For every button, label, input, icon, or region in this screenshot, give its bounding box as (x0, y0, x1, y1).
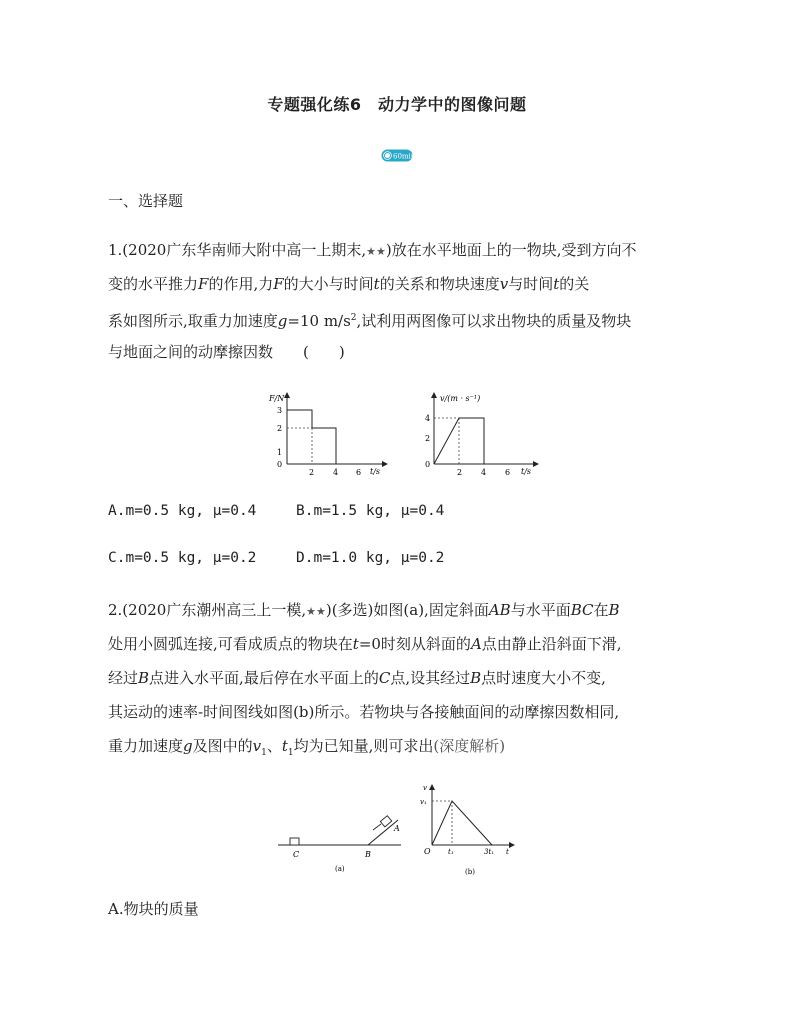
x-tick-4: 4 (333, 468, 339, 477)
clock-icon (381, 149, 416, 162)
q2-option-a[interactable]: A.物块的质量 (108, 900, 199, 918)
3t1-label: 3t₁ (484, 848, 495, 856)
q2-line-5: 重力加速度g及图中的$v_1$、$t_1$均为已知量,则可求出(深度解析) (108, 737, 506, 758)
option-b[interactable]: B.m=1.5 kg, μ=0.4 (296, 503, 445, 519)
label-a: A (394, 824, 400, 833)
x-tick-4: 4 (481, 468, 487, 477)
block-at-c (290, 838, 299, 845)
x-tick-6: 6 (505, 468, 511, 477)
figure-a-caption: (a) (335, 865, 345, 873)
section-heading: 一、选择题 (108, 192, 184, 210)
y-tick-0: 0 (277, 460, 283, 469)
difficulty-stars: ★★ (366, 245, 386, 258)
question-1 (108, 233, 688, 369)
figure-a-incline (273, 800, 408, 880)
t-axis-label: t/s (370, 467, 381, 476)
figure-b-velocity-graph (418, 780, 518, 880)
v1-label: v₁ (420, 798, 427, 806)
x-tick-6: 6 (356, 468, 362, 477)
y-tick-2: 2 (277, 424, 283, 433)
label-b: B (365, 850, 371, 859)
figure-b-caption: (b) (465, 868, 475, 876)
label-c: C (293, 850, 300, 859)
t1-label: t₁ (448, 848, 454, 856)
x-tick-2: 2 (309, 468, 315, 477)
f-axis-label: F/N (269, 394, 285, 403)
question-2 (108, 593, 688, 763)
y-tick-2: 2 (425, 434, 431, 443)
q1-line-2: 变的水平推力F的作用,力F的大小与时间t的关系和物块速度v与时间t的关 (108, 275, 590, 293)
q2-line-2: 处用小圆弧连接,可看成质点的物块在t=0时刻从斜面的A点由静止沿斜面下滑, (108, 635, 622, 653)
y-tick-1: 1 (277, 448, 283, 457)
q2-line-3: 经过B点进入水平面,最后停在水平面上的C点,设其经过B点时速度大小不变, (108, 669, 606, 687)
t-axis-label: t/s (521, 467, 532, 476)
v-axis-label: v/(m · s⁻¹) (440, 394, 481, 403)
option-a[interactable]: A.m=0.5 kg, μ=0.4 (108, 503, 257, 519)
v-axis-label: v (423, 784, 427, 792)
timer-badge (381, 147, 416, 161)
q1-line-3: 系如图所示,取重力加速度g=10 $m/s^2$,试利用两图像可以求出物块的质量及物块 (108, 312, 632, 330)
x-tick-2: 2 (457, 468, 463, 477)
q2-line-1: 2.(2020广东潮州高三上一模,★★)(多选)如图(a),固定斜面AB与水平面BC在B (108, 601, 620, 619)
y-tick-4: 4 (425, 414, 431, 423)
y-tick-3: 3 (277, 406, 283, 415)
force-curve (287, 410, 336, 464)
q1-line-4: 与地面之间的动摩擦因数 ( ) (108, 343, 345, 361)
time-badge-text: 60min (393, 152, 416, 161)
force-time-graph (262, 388, 392, 478)
y-tick-0: 0 (425, 460, 431, 469)
origin-label: O (424, 847, 431, 856)
deep-analysis-link[interactable]: (深度解析) (433, 737, 506, 755)
difficulty-stars: ★★ (306, 605, 326, 618)
option-c[interactable]: C.m=0.5 kg, μ=0.2 (108, 550, 257, 566)
velocity-curve (434, 418, 484, 464)
t-axis-label: t (506, 848, 509, 856)
motion-arrow (373, 824, 381, 830)
block-at-a (380, 816, 391, 827)
page-title: 专题强化练6 动力学中的图像问题 (267, 95, 527, 114)
velocity-time-graph (408, 388, 548, 478)
q2-line-4: 其运动的速率-时间图线如图(b)所示。若物块与各接触面间的动摩擦因数相同, (108, 703, 620, 721)
option-d[interactable]: D.m=1.0 kg, μ=0.2 (296, 550, 445, 566)
q1-line-1: 1.(2020广东华南师大附中高一上期末,★★)放在水平地面上的一物块,受到方向不 (108, 241, 637, 259)
velocity-curve (432, 801, 492, 845)
